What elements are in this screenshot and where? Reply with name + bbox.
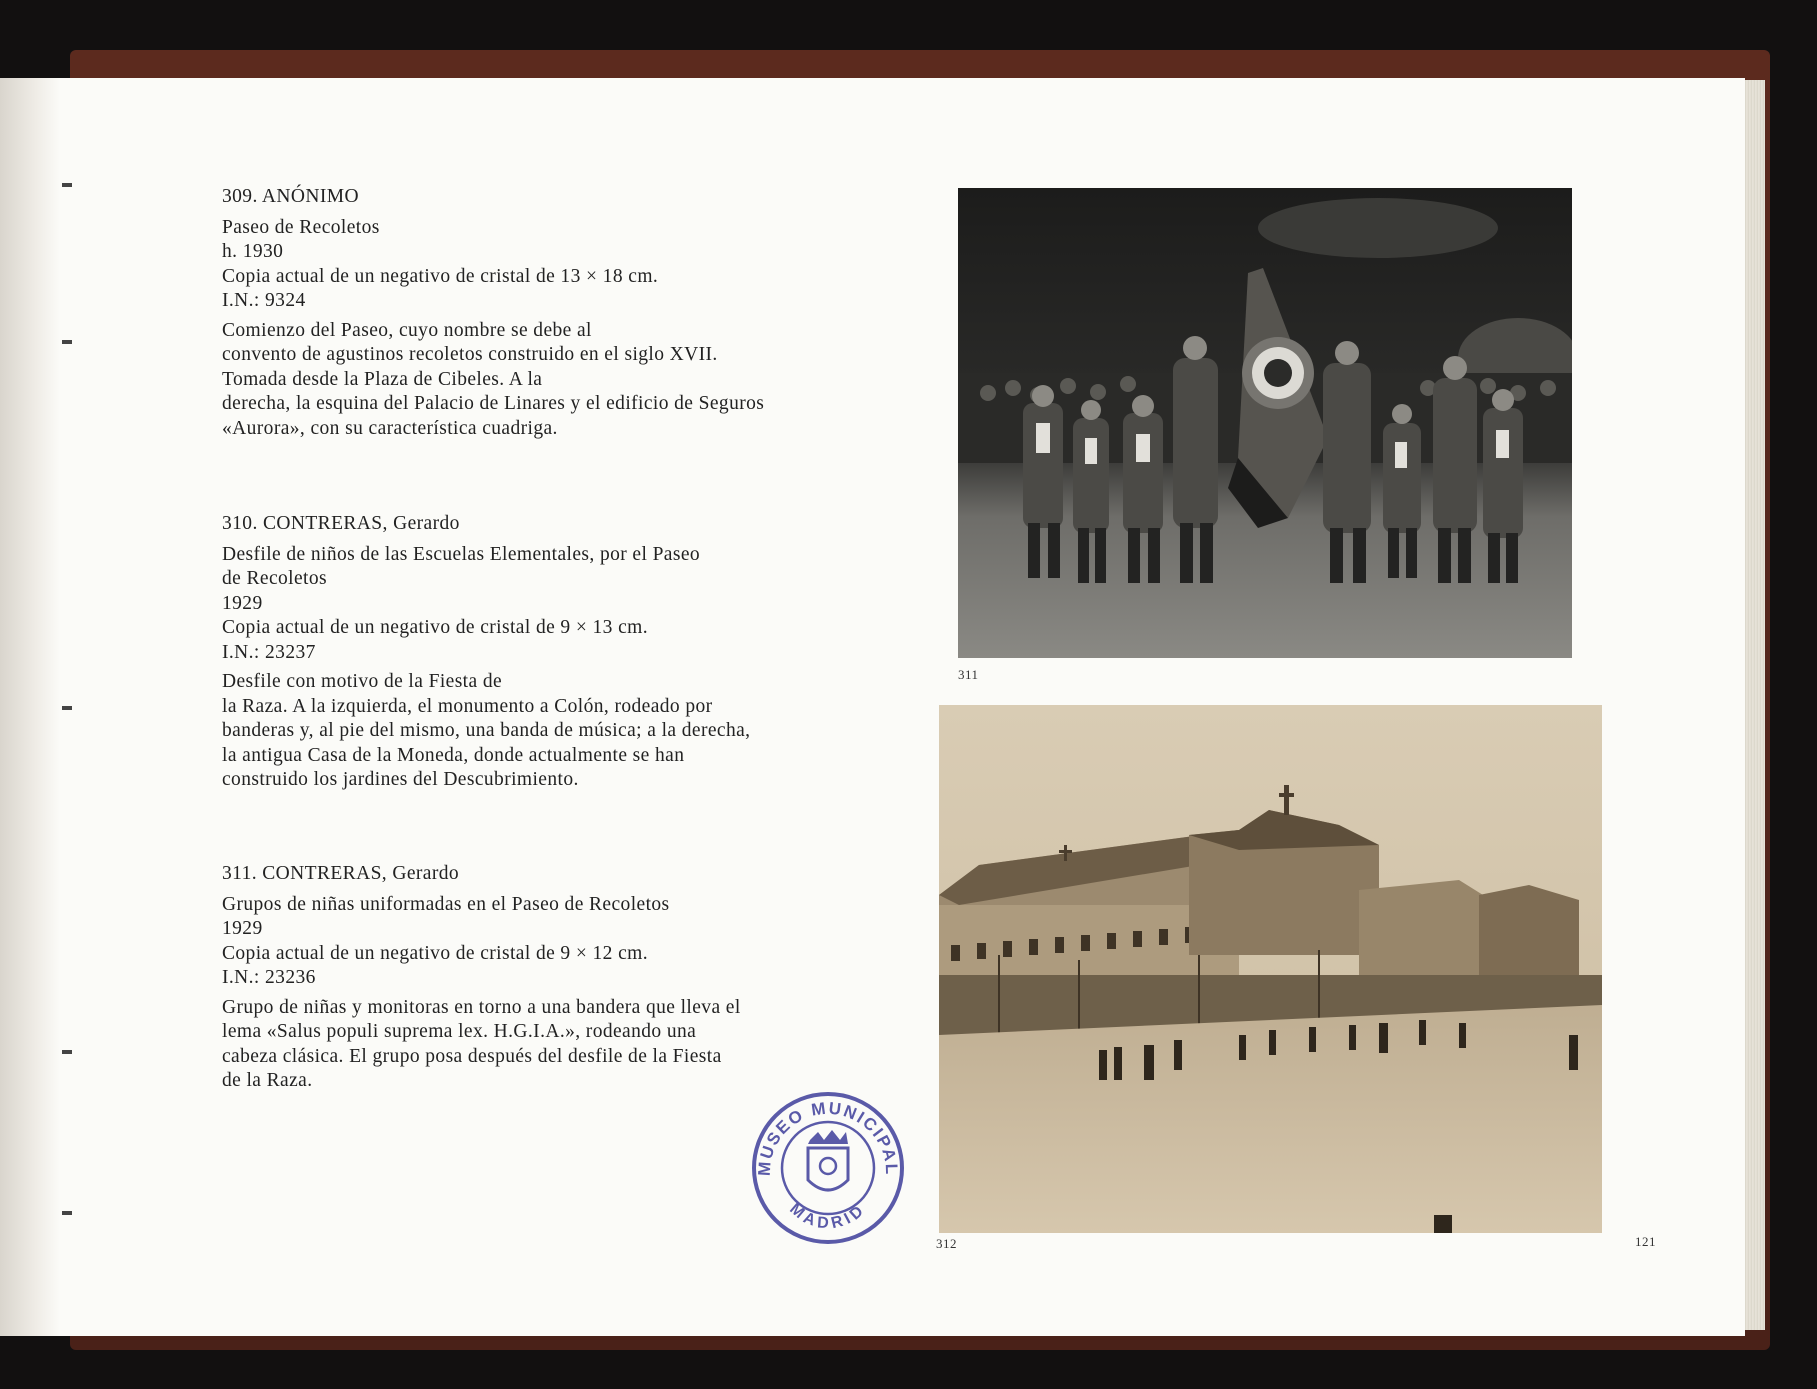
entry-title: Paseo de Recoletos — [222, 216, 380, 238]
entry-description-line: convento de agustinos recoletos construido en el siglo XVII. — [222, 344, 718, 365]
catalog-entry-310 — [222, 512, 922, 793]
entry-inventory: I.N.: 23236 — [222, 967, 316, 988]
entry-title: Desfile de niños de las Escuelas Elementales, por el Paseo — [222, 543, 701, 565]
entry-description-line: Desfile con motivo de la Fiesta de — [222, 671, 503, 692]
catalog-entry-311 — [222, 862, 922, 1094]
svg-text:MADRID — [786, 1200, 869, 1232]
binding-tick — [62, 340, 72, 344]
photo-caption-312: 312 — [936, 1236, 957, 1251]
entry-inventory: I.N.: 23237 — [222, 641, 316, 663]
museum-stamp — [748, 1088, 908, 1248]
entry-description-line: la Raza. A la izquierda, el monumento a Colón, rodeado por — [222, 695, 713, 717]
entry-date: 1929 — [222, 918, 263, 939]
entry-description-line: Tomada desde la Plaza de Cibeles. A la — [222, 368, 543, 390]
entry-description-line: lema «Salus populi suprema lex. H.G.I.A.», rodeando una — [222, 1021, 697, 1042]
photo-312-building — [939, 705, 1602, 1233]
entry-header: 309. ANÓNIMO — [222, 186, 359, 207]
binding-tick — [62, 706, 72, 710]
entry-description-line: derecha, la esquina del Palacio de Linares y el edificio de Seguros — [222, 393, 765, 414]
entry-medium: Copia actual de un negativo de cristal de 9 × 12 cm. — [222, 942, 649, 964]
entry-medium: Copia actual de un negativo de cristal de 13 × 18 cm. — [222, 265, 659, 287]
binding-edge — [0, 78, 60, 1336]
entry-description-line: construido los jardines del Descubrimiento. — [222, 769, 579, 790]
entry-description-line: Grupo de niñas y monitoras en torno a una bandera que lleva el — [222, 996, 741, 1018]
catalog-entry-309 — [222, 185, 922, 441]
stamp-text-top: MUSEO MUNICIPAL — [754, 1098, 902, 1177]
entry-title-cont: de Recoletos — [222, 568, 327, 589]
entry-description-line: Comienzo del Paseo, cuyo nombre se debe al — [222, 319, 592, 341]
entry-description-line: cabeza clásica. El grupo posa después del desfile de la Fiesta — [222, 1045, 722, 1067]
binding-tick — [62, 1050, 72, 1054]
entry-description-line: la antigua Casa de la Moneda, donde actualmente se han — [222, 744, 685, 766]
entry-date: h. 1930 — [222, 241, 284, 262]
entry-date: 1929 — [222, 592, 263, 614]
stamp-text-bottom: MADRID — [786, 1200, 870, 1233]
binding-tick — [62, 183, 72, 187]
entry-header: 310. CONTRERAS, Gerardo — [222, 513, 460, 534]
page-number: 121 — [1635, 1234, 1656, 1249]
entry-description-line: de la Raza. — [222, 1070, 313, 1091]
entry-description-line: «Aurora», con su característica cuadriga. — [222, 417, 558, 439]
binding-tick — [62, 1211, 72, 1215]
entry-header: 311. CONTRERAS, Gerardo — [222, 863, 460, 884]
photo-caption-311: 311 — [958, 667, 979, 682]
photo-311-group-with-flag — [958, 188, 1572, 658]
entry-description-line: banderas y, al pie del mismo, una banda de música; a la derecha, — [222, 720, 751, 741]
entry-medium: Copia actual de un negativo de cristal de 9 × 13 cm. — [222, 617, 649, 638]
entry-title: Grupos de niñas uniformadas en el Paseo de Recoletos — [222, 893, 670, 915]
entry-inventory: I.N.: 9324 — [222, 290, 306, 311]
